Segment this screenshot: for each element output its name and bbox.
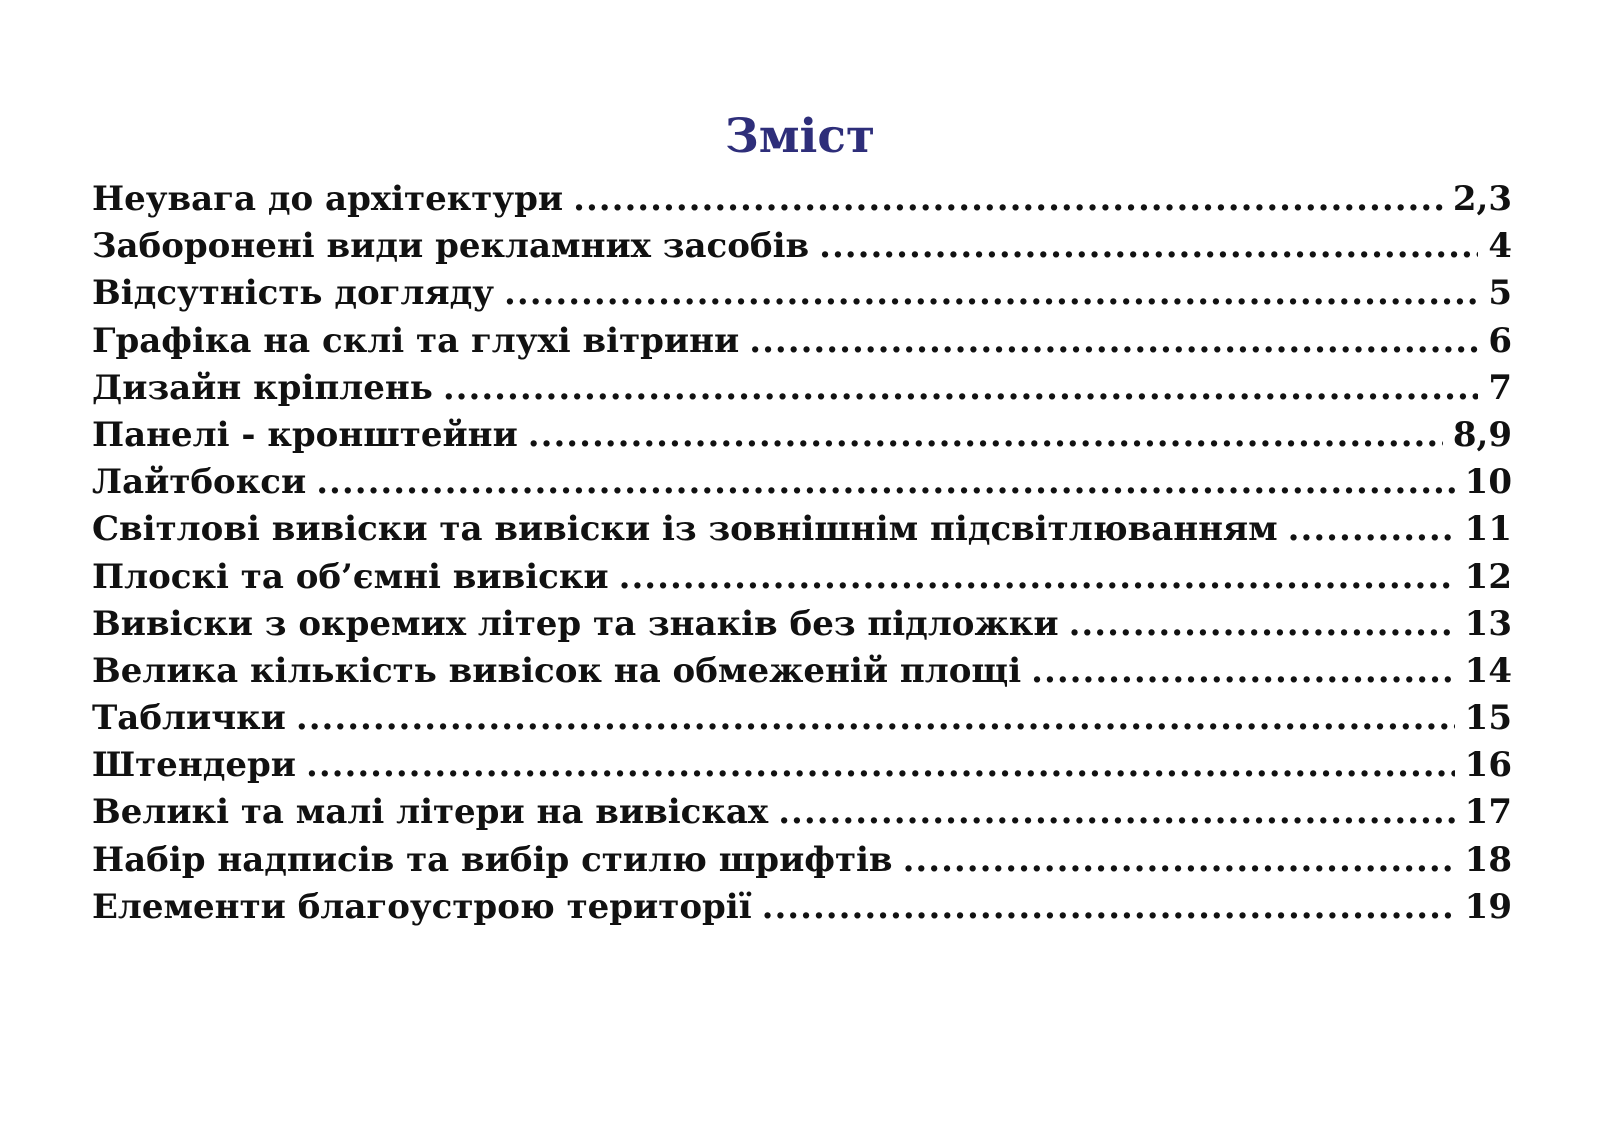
table-of-contents — [92, 176, 1512, 931]
dot-leader — [296, 695, 1455, 742]
toc-entry-title: Штендери — [92, 745, 296, 786]
toc-page-number: 11 — [1464, 509, 1512, 550]
toc-entry-title: Елементи благоустрою території — [92, 886, 752, 927]
toc-page-number: 15 — [1464, 698, 1512, 739]
toc-entry-title: Набір надписів та вибір стилю шрифтів — [92, 839, 893, 880]
toc-page-number: 5 — [1488, 273, 1512, 314]
toc-page-number: 10 — [1464, 462, 1512, 503]
dot-leader — [903, 837, 1455, 884]
toc-page-number: 13 — [1464, 603, 1512, 644]
dot-leader — [306, 742, 1455, 789]
dot-leader — [1288, 506, 1455, 553]
toc-entry — [92, 789, 1512, 836]
dot-leader — [1031, 648, 1455, 695]
toc-page-number: 12 — [1464, 556, 1512, 597]
toc-page-number: 6 — [1488, 320, 1512, 361]
toc-entry-title: Дизайн кріплень — [92, 367, 433, 408]
dot-leader — [504, 270, 1478, 317]
dot-leader — [619, 554, 1455, 601]
toc-entry — [92, 270, 1512, 317]
toc-entry — [92, 176, 1512, 223]
toc-page-number: 7 — [1488, 367, 1512, 408]
toc-title: Зміст — [724, 109, 876, 164]
dot-leader — [443, 365, 1479, 412]
toc-entry-title: Плоскі та об’ємні вивіски — [92, 556, 609, 597]
dot-leader — [749, 318, 1478, 365]
toc-entry-title: Відсутність догляду — [92, 273, 495, 314]
toc-entry-title: Панелі - кронштейни — [92, 414, 518, 455]
toc-entry — [92, 412, 1512, 459]
toc-entry — [92, 554, 1512, 601]
dot-leader — [1069, 601, 1455, 648]
toc-entry — [92, 223, 1512, 270]
toc-entry-title: Графіка на склі та глухі вітрини — [92, 320, 740, 361]
toc-entry-title: Великі та малі літери на вивісках — [92, 792, 769, 833]
toc-entry-title: Неувага до архітектури — [92, 179, 564, 219]
toc-entry — [92, 695, 1512, 742]
toc-entry-title: Таблички — [92, 698, 286, 739]
toc-entry — [92, 884, 1512, 931]
toc-entry — [92, 506, 1512, 553]
toc-entry — [92, 742, 1512, 789]
toc-entry — [92, 365, 1512, 412]
toc-entry-title: Лайтбокси — [92, 462, 307, 503]
toc-page-number: 16 — [1464, 745, 1512, 786]
toc-page-number: 17 — [1464, 792, 1512, 833]
dot-leader — [573, 176, 1443, 223]
toc-page-number: 2,3 — [1452, 179, 1512, 219]
toc-entry-title: Світлові вивіски та вивіски із зовнішнім підсвітлюванням — [92, 509, 1278, 550]
toc-page-number: 8,9 — [1452, 414, 1512, 455]
dot-leader — [819, 223, 1478, 270]
toc-page-number: 19 — [1464, 886, 1512, 927]
toc-entry-title: Велика кількість вивісок на обмеженій площі — [92, 650, 1022, 691]
dot-leader — [762, 884, 1455, 931]
toc-page-number: 4 — [1488, 226, 1512, 267]
dot-leader — [316, 459, 1454, 506]
toc-page-number: 18 — [1464, 839, 1512, 880]
toc-entry-title: Вивіски з окремих літер та знаків без підложки — [92, 603, 1059, 644]
dot-leader — [778, 789, 1454, 836]
toc-entry — [92, 837, 1512, 884]
toc-entry-title: Заборонені види рекламних засобів — [92, 226, 810, 267]
toc-entry — [92, 318, 1512, 365]
dot-leader — [528, 412, 1443, 459]
toc-page-number: 14 — [1464, 650, 1512, 691]
toc-entry — [92, 459, 1512, 506]
toc-entry — [92, 601, 1512, 648]
toc-entry — [92, 648, 1512, 695]
